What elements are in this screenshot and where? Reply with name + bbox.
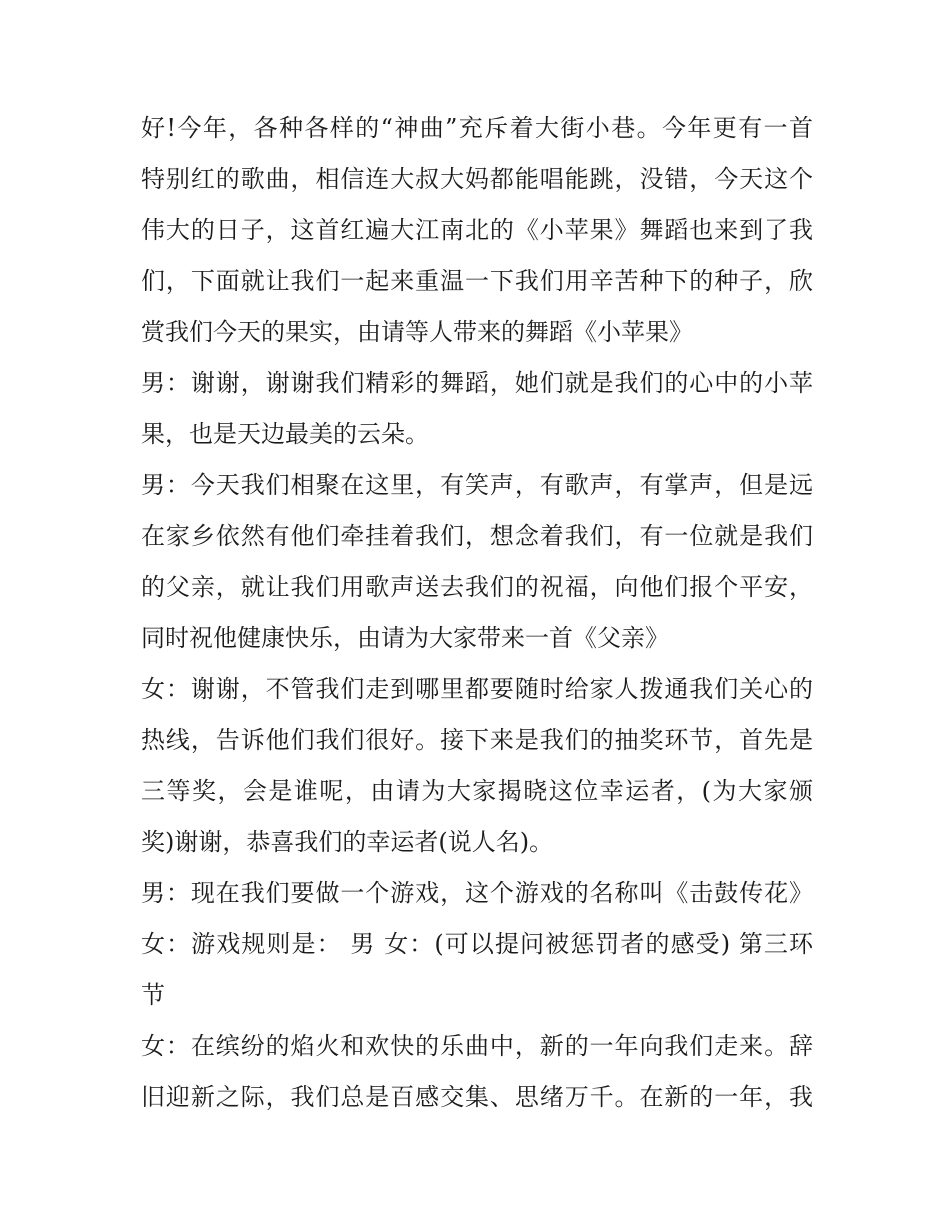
text-line: 伟大的日子，这首红遍大江南北的《小苹果》舞蹈也来到了我: [141, 216, 813, 244]
text-line: 节: [141, 981, 165, 1009]
text-line: 好!今年，各种各样的“神曲”充斥着大街小巷。今年更有一首: [141, 114, 813, 142]
text-line: 赏我们今天的果实，由请等人带来的舞蹈《小苹果》: [141, 318, 693, 346]
text-line: 女：在缤纷的焰火和欢快的乐曲中，新的一年向我们走来。辞: [141, 1032, 813, 1060]
text-line: 男：今天我们相聚在这里，有笑声，有歌声，有掌声，但是远: [141, 471, 813, 499]
text-line: 们，下面就让我们一起来重温一下我们用辛苦种下的种子，欣: [141, 267, 813, 295]
text-line: 热线，告诉他们我们很好。接下来是我们的抽奖环节，首先是: [141, 726, 813, 754]
text-line: 同时祝他健康快乐，由请为大家带来一首《父亲》: [141, 624, 669, 652]
text-line: 男：谢谢，谢谢我们精彩的舞蹈，她们就是我们的心中的小苹: [141, 369, 813, 397]
text-line: 奖)谢谢，恭喜我们的幸运者(说人名)。: [141, 828, 554, 856]
text-line: 女：谢谢，不管我们走到哪里都要随时给家人拨通我们关心的: [141, 675, 813, 703]
text-line: 男：现在我们要做一个游戏，这个游戏的名称叫《击鼓传花》: [141, 879, 813, 907]
text-line: 的父亲，就让我们用歌声送去我们的祝福，向他们报个平安，: [141, 573, 813, 601]
text-line: 特别红的歌曲，相信连大叔大妈都能唱能跳，没错，今天这个: [141, 165, 813, 193]
text-line: 旧迎新之际，我们总是百感交集、思绪万千。在新的一年，我: [141, 1083, 813, 1111]
text-line: 果，也是天边最美的云朵。: [141, 420, 429, 448]
text-line: 在家乡依然有他们牵挂着我们，想念着我们，有一位就是我们: [141, 522, 813, 550]
text-line: 女：游戏规则是： 男 女：(可以提问被惩罚者的感受) 第三环: [141, 930, 813, 958]
text-line: 三等奖，会是谁呢，由请为大家揭晓这位幸运者，(为大家颁: [141, 777, 813, 805]
document-body: [141, 103, 813, 1123]
